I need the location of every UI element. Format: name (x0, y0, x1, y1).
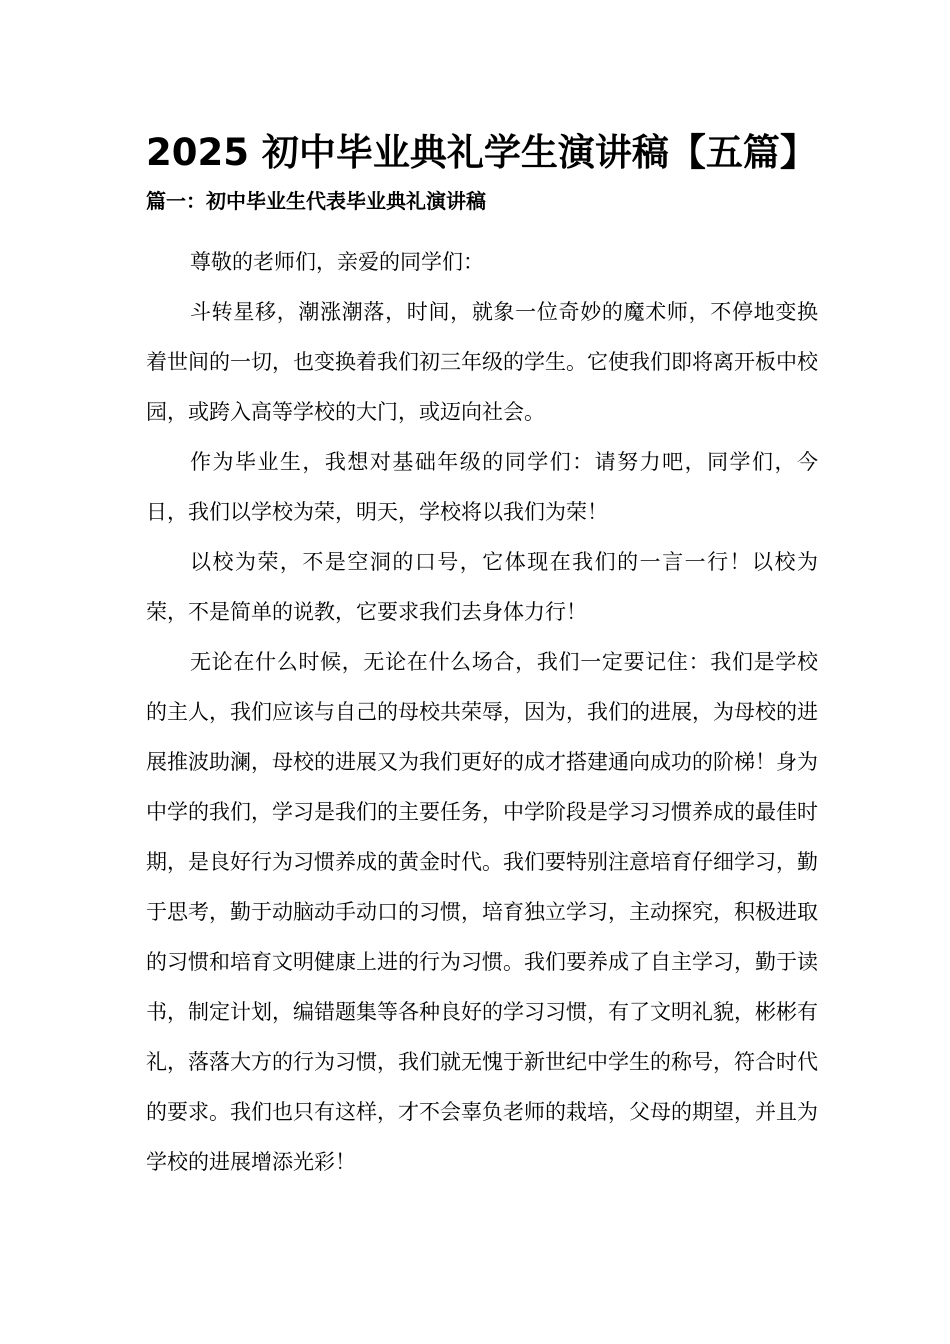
body-paragraph: 无论在什么时候，无论在什么场合，我们一定要记住：我们是学校的主人，我们应该与自己的母校共荣辱，因为，我们的进展，为母校的进展推波助澜，母校的进展又为我们更好的成才搭建通向成功的阶梯！身为中学的我们，学习是我们的主要任务，中学阶段是学习习惯养成的最佳时期，是良好行为习惯养成的黄金时代。我们要特别注意培育仔细学习，勤于思考，勤于动脑动手动口的习惯，培育独立学习，主动探究，积极进取的习惯和培育文明健康上进的行为习惯。我们要养成了自主学习，勤于读书，制定计划，编错题集等各种良好的学习习惯，有了文明礼貌，彬彬有礼，落落大方的行为习惯，我们就无愧于新世纪中学生的称号，符合时代的要求。我们也只有这样，才不会辜负老师的栽培，父母的期望，并且为学校的进展增添光彩！ (146, 650, 818, 1174)
body-paragraph: 以校为荣，不是空洞的口号，它体现在我们的一言一行！以校为荣，不是简单的说教，它要求我们去身体力行！ (146, 550, 818, 624)
section-heading: 篇一：初中毕业生代表毕业典礼演讲稿 (146, 189, 486, 213)
greeting-paragraph: 尊敬的老师们，亲爱的同学们： (190, 250, 484, 274)
document-title: 2025 初中毕业典礼学生演讲稿【五篇】 (146, 131, 817, 174)
speech-body (146, 237, 818, 1187)
body-paragraph: 斗转星移，潮涨潮落，时间，就象一位奇妙的魔术师，不停地变换着世间的一切，也变换着我们初三年级的学生。它使我们即将离开板中校园，或跨入高等学校的大门，或迈向社会。 (146, 300, 818, 424)
body-paragraph: 作为毕业生，我想对基础年级的同学们：请努力吧，同学们，今日，我们以学校为荣，明天，学校将以我们为荣！ (146, 450, 818, 524)
